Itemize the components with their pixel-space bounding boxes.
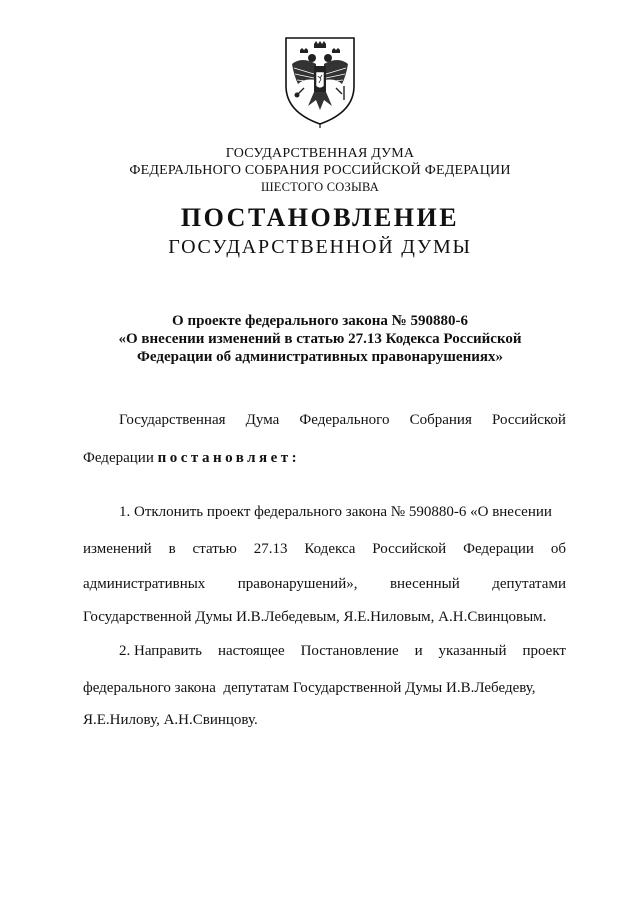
item-1-word: депутатами [492,576,566,592]
item-1-word: об [550,541,566,557]
item-1-word: Российской [372,541,447,557]
coat-of-arms-emblem [282,34,358,128]
item-2-line-1 [119,642,566,660]
item-2-word: Постановление [300,643,399,659]
item-1-word: статью [192,541,237,557]
item-1-word: Федерации [463,541,534,557]
item-1-word: внесенный [389,576,460,592]
item-1-word: 27.13 [253,541,288,557]
preamble-word: Российской [492,412,566,428]
resolves-word: постановляет: [157,450,301,466]
preamble-word: Дума [245,412,280,428]
preamble-line-2 [83,449,566,467]
preamble-word: Собрания [409,412,472,428]
preamble-word: Государственная [119,412,226,428]
header-line-federal-assembly: ФЕДЕРАЛЬНОГО СОБРАНИЯ РОССИЙСКОЙ ФЕДЕРАЦИИ [129,163,511,178]
item-1-line-3 [83,575,566,593]
item-1-line-2 [83,540,566,558]
item-1-word: административных [83,576,206,592]
item-1-word: Кодекса [304,541,356,557]
item-1-word: в [168,541,176,557]
document-title: ПОСТАНОВЛЕНИЕ [180,203,460,232]
item-2-word: указанный [438,643,507,659]
item-1-line-4: Государственной Думы И.В.Лебедевым, Я.Е.Ниловым, А.Н.Свинцовым. [83,609,547,625]
header-line-duma: ГОСУДАРСТВЕННАЯ ДУМА [225,146,415,161]
item-2-word: проект [522,643,566,659]
subject-line-2: «О внесении изменений в статью 27.13 Кодекса Российской [118,331,522,347]
preamble-word: Федерального [299,412,390,428]
document-subtitle: ГОСУДАРСТВЕННОЙ ДУМЫ [168,236,472,258]
item-1-line-1: 1. Отклонить проект федерального закона № 590880-6 «О внесении [119,504,552,520]
subject-line-3: Федерации об административных правонарушениях» [137,349,503,365]
subject-line-1: О проекте федерального закона № 590880-6 [172,313,468,329]
item-2-word: настоящее [217,643,285,659]
item-2-word: 2. Направить [119,643,202,659]
item-2-line-3: Я.Е.Нилову, А.Н.Свинцову. [83,712,258,728]
item-2-line-2: федерального закона депутатам Государственной Думы И.В.Лебедеву, [83,680,536,696]
item-1-word: изменений [83,541,152,557]
item-1-word: правонарушений», [237,576,358,592]
preamble-line-1 [119,411,566,429]
header-line-convocation: ШЕСТОГО СОЗЫВА [260,180,380,194]
item-2-word: и [414,643,423,659]
preamble-word: Федерации [83,450,154,466]
